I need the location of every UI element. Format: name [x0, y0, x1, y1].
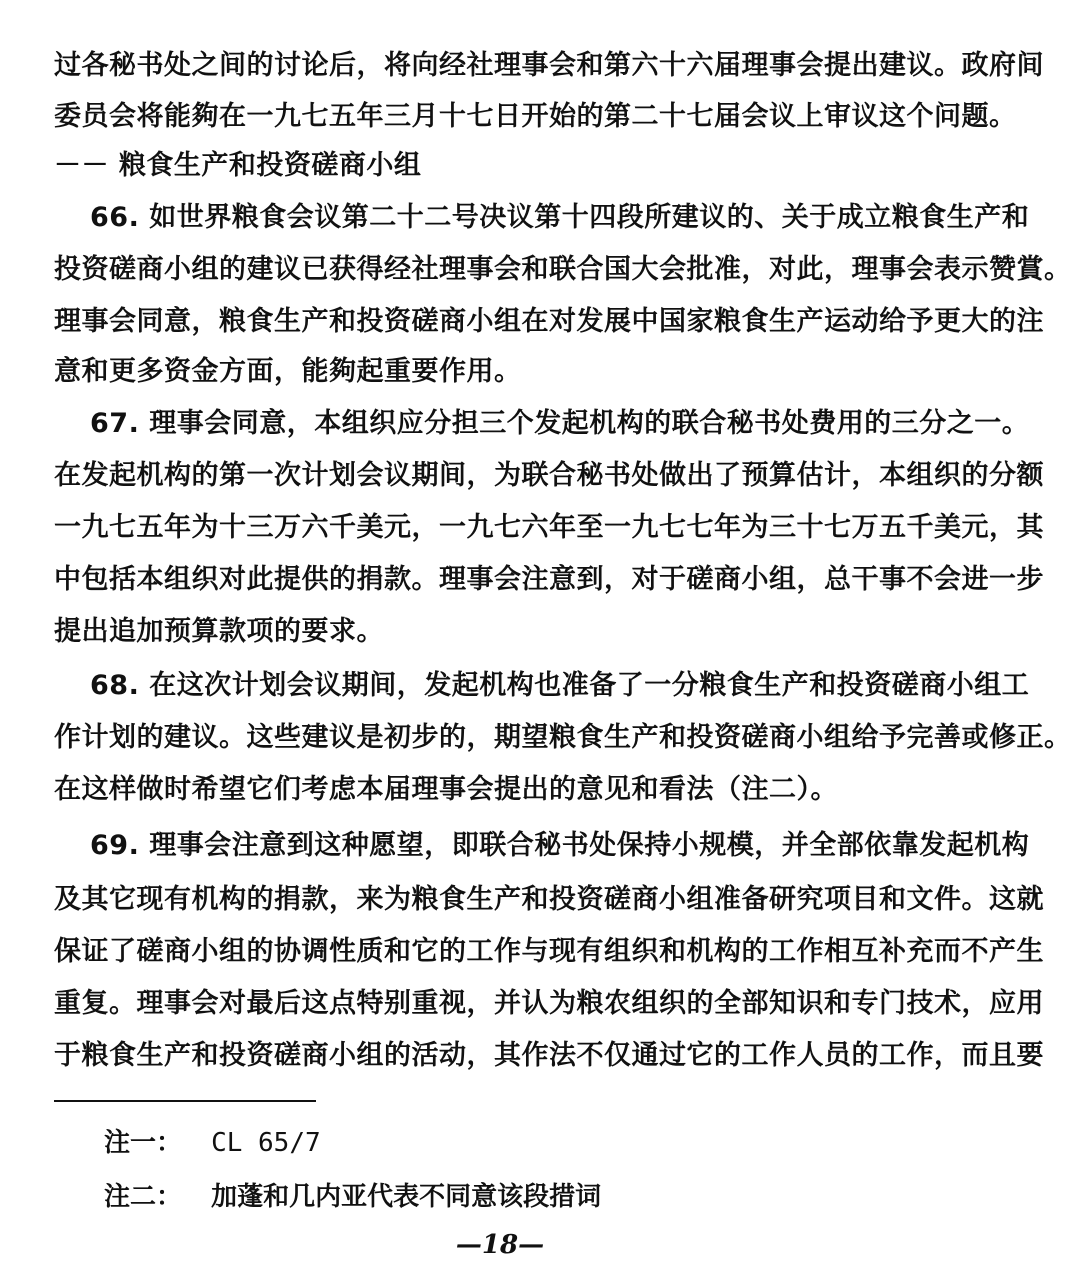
paragraph-68-line-3: 在这样做时希望它们考虑本届理事会提出的意见和看法（注二）。	[54, 774, 838, 805]
footnote-2-text: 加蓬和几内亚代表不同意该段措词	[211, 1182, 602, 1212]
paragraph-69-line-1: 69. 理事会注意到这种愿望，即联合秘书处保持小规模，并全部依靠发起机构	[90, 830, 1030, 861]
page-number: —18—	[455, 1230, 545, 1260]
footnote-1-text: CL 65/7	[211, 1128, 321, 1158]
paragraph-67-line-2: 在发起机构的第一次计划会议期间，为联合秘书处做出了预算估计，本组织的分额	[54, 460, 1044, 491]
footnote-1-label: 注一：	[104, 1128, 183, 1158]
footnote-divider	[54, 1100, 316, 1102]
paragraph-67-line-4: 中包括本组织对此提供的捐款。理事会注意到，对于磋商小组，总干事不会进一步	[54, 564, 1044, 595]
footnote-2	[104, 1178, 601, 1216]
footnote-1	[104, 1124, 321, 1162]
body-line-1: 过各秘书处之间的讨论后，将向经社理事会和第六十六届理事会提出建议。政府间	[54, 50, 1044, 81]
body-line-2: 委员会将能夠在一九七五年三月十七日开始的第二十七届会议上审议这个问题。	[54, 101, 1017, 132]
paragraph-67-line-5: 提出追加预算款项的要求。	[54, 616, 384, 647]
paragraph-69-line-3: 保证了磋商小组的协调性质和它的工作与现有组织和机构的工作相互补充而不产生	[54, 936, 1044, 967]
paragraph-68-line-2: 作计划的建议。这些建议是初步的，期望粮食生产和投资磋商小组给予完善或修正。	[54, 722, 1072, 753]
footnote-2-label: 注二：	[104, 1182, 183, 1212]
paragraph-69-line-2: 及其它现有机构的捐款，来为粮食生产和投资磋商小组准备研究项目和文件。这就	[54, 884, 1044, 915]
paragraph-68-line-1: 68. 在这次计划会议期间，发起机构也准备了一分粮食生产和投资磋商小组工	[90, 670, 1030, 701]
paragraph-66-line-4: 意和更多资金方面，能夠起重要作用。	[54, 356, 522, 387]
paragraph-66-line-1: 66. 如世界粮食会议第二十二号决议第十四段所建议的、关于成立粮食生产和	[90, 202, 1030, 233]
paragraph-69-line-5: 于粮食生产和投资磋商小组的活动，其作法不仅通过它的工作人员的工作，而且要	[54, 1040, 1044, 1071]
paragraph-67-line-1: 67. 理事会同意，本组织应分担三个发起机构的联合秘书处费用的三分之一。	[90, 408, 1030, 439]
section-heading: －－ 粮食生产和投资磋商小组	[54, 150, 422, 181]
paragraph-67-line-3: 一九七五年为十三万六千美元，一九七六年至一九七七年为三十七万五千美元，其	[54, 512, 1044, 543]
paragraph-66-line-2: 投资磋商小组的建议已获得经社理事会和联合国大会批准，对此，理事会表示赞賞。	[54, 254, 1072, 285]
paragraph-69-line-4: 重复。理事会对最后这点特别重视，并认为粮农组织的全部知识和专门技术，应用	[54, 988, 1044, 1019]
paragraph-66-line-3: 理事会同意，粮食生产和投资磋商小组在对发展中国家粮食生产运动给予更大的注	[54, 306, 1044, 337]
